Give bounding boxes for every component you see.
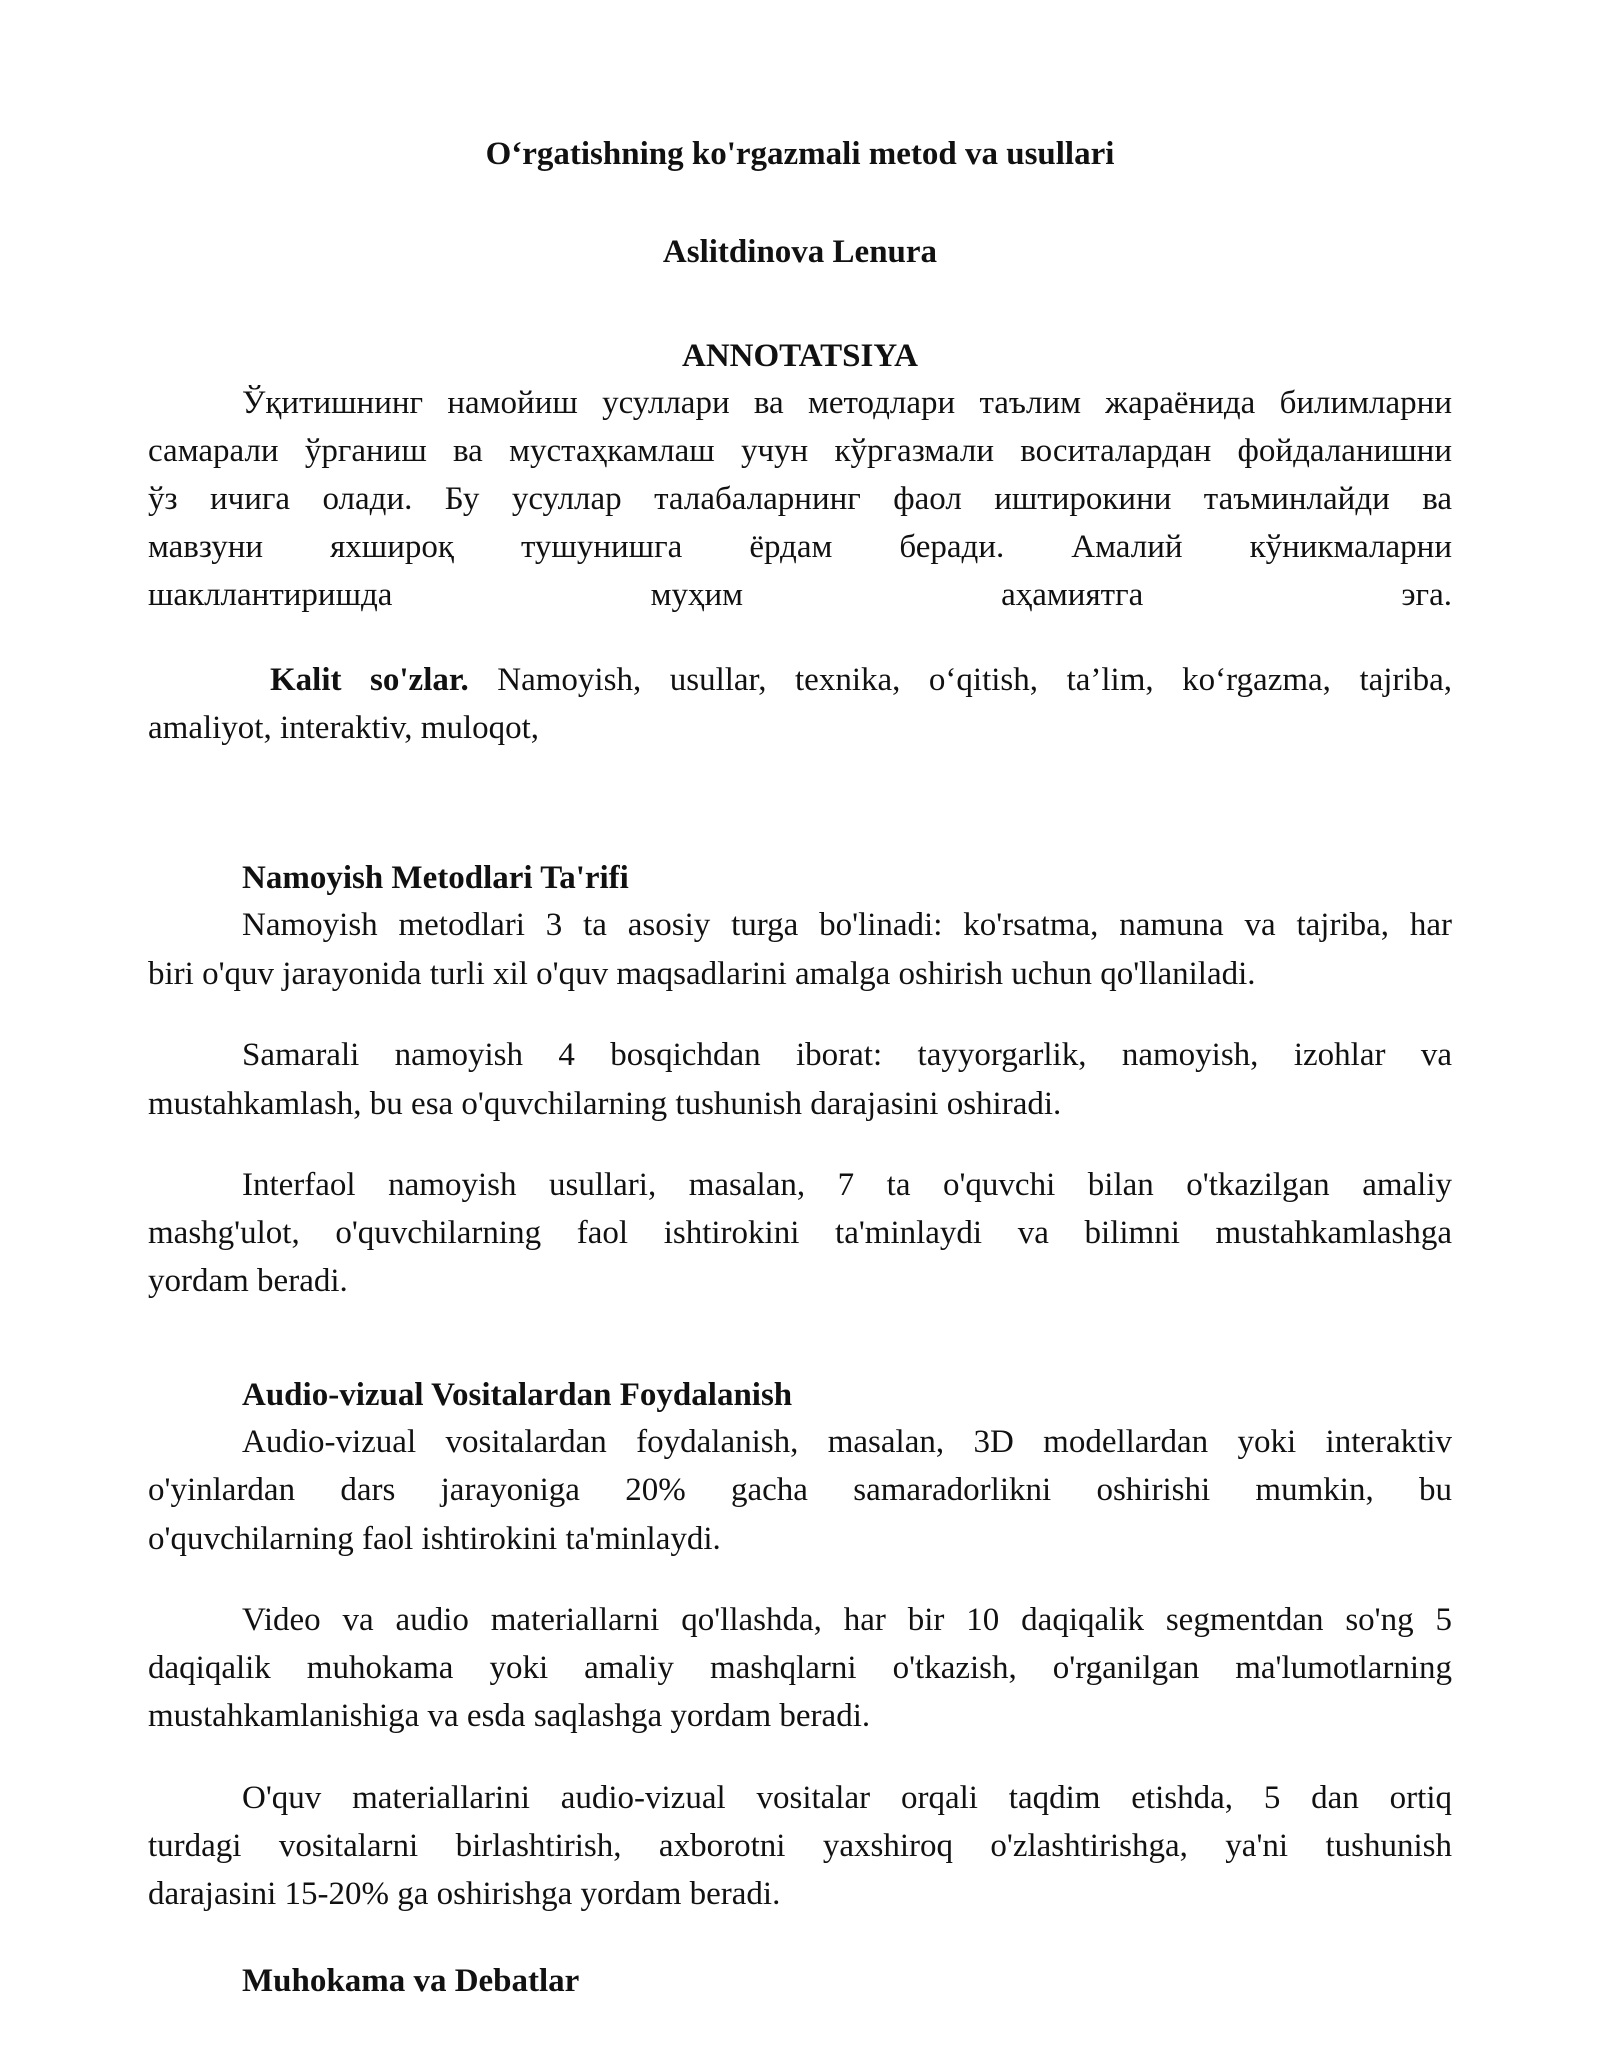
section-heading: Audio-vizual Vositalardan Foydalanish [242,1377,793,1413]
keywords-label: Kalit so'zlar. [270,662,469,698]
paragraph-line: Audio-vizual vositalardan foydalanish, masalan, 3D modellardan yoki interaktiv [242,1424,1452,1460]
paragraph-line: yordam beradi. [148,1263,348,1299]
paragraph-line: daqiqalik muhokama yoki amaliy mashqlarni o'tkazish, o'rganilgan ma'lumotlarning [148,1650,1452,1686]
paragraph-line: mashg'ulot, o'quvchilarning faol ishtirokini ta'minlaydi va bilimni mustahkamlashga [148,1215,1452,1251]
paragraph-line: biri o'quv jarayonida turli xil o'quv maqsadlarini amalga oshirish uchun qo'llaniladi. [148,956,1256,992]
paragraph-line: Namoyish metodlari 3 ta asosiy turga bo'linadi: ko'rsatma, namuna va tajriba, har [242,907,1452,943]
paragraph-line: O'quv materiallarini audio-vizual vositalar orqali taqdim etishda, 5 dan ortiq [242,1780,1452,1816]
abstract-heading: ANNOTATSIYA [682,338,918,374]
paragraph-line: mustahkamlash, bu esa o'quvchilarning tushunish darajasini oshiradi. [148,1086,1062,1122]
paragraph-line: mustahkamlanishiga va esda saqlashga yordam beradi. [148,1698,871,1734]
paragraph-line: o'yinlardan dars jarayoniga 20% gacha samaradorlikni oshirishi mumkin, bu [148,1472,1452,1508]
paragraph-line: Interfaol namoyish usullari, masalan, 7 ta o'quvchi bilan o'tkazilgan amaliy [242,1167,1452,1203]
document-author: Aslitdinova Lenura [662,234,938,270]
abstract-line: шакллантиришда муҳим аҳамиятга эга. [148,577,1452,613]
keywords-line: amaliyot, interaktiv, muloqot, [148,710,540,746]
keywords-text: Namoyish, usullar, texnika, o‘qitish, ta’lim, ko‘rgazma, tajriba, [497,662,1452,698]
paragraph-line: darajasini 15-20% ga oshirishga yordam beradi. [148,1876,781,1912]
abstract-line: Ўқитишнинг намойиш усуллари ва методлари таълим жараёнида билимларни [242,385,1452,421]
abstract-line: мавзуни яхшироқ тушунишга ёрдам беради. Амалий кўникмаларни [148,529,1452,565]
paragraph-line: Video va audio materiallarni qo'llashda, har bir 10 daqiqalik segmentdan so'ng 5 [242,1602,1452,1638]
paragraph-line: turdagi vositalarni birlashtirish, axborotni yaxshiroq o'zlashtirishga, ya'ni tushunish [148,1828,1452,1864]
abstract-line: самарали ўрганиш ва мустаҳкамлаш учун кўргазмали воситалардан фойдаланишни [148,433,1452,469]
abstract-line: ўз ичига олади. Бу усуллар талабаларнинг фаол иштирокини таъминлайди ва [148,481,1452,517]
section-heading: Namoyish Metodlari Ta'rifi [242,860,629,896]
document-title: O‘rgatishning ko'rgazmali metod va usullari [485,136,1115,172]
section-heading: Muhokama va Debatlar [242,1963,580,1999]
paragraph-line: o'quvchilarning faol ishtirokini ta'minlaydi. [148,1521,721,1557]
paragraph-line: Samarali namoyish 4 bosqichdan iborat: tayyorgarlik, namoyish, izohlar va [242,1037,1452,1073]
keywords-line [270,658,1452,702]
